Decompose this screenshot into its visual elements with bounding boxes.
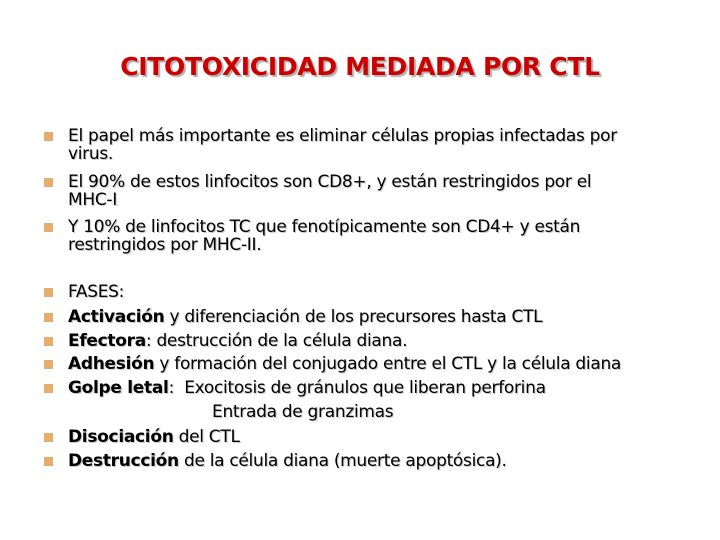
phase-description: Exocitosis de gránulos que liberan perforina [184, 378, 546, 398]
bullet-marker-icon [44, 457, 53, 466]
phase-description: destrucción de la célula diana. [156, 331, 408, 351]
bullet-marker-icon [44, 433, 53, 442]
bullet-marker-icon [44, 178, 53, 187]
phases-heading: FASES: [44, 283, 684, 301]
bullet-item [44, 218, 684, 254]
phase-term: Golpe letal [68, 378, 169, 398]
phase-separator: : [168, 378, 185, 398]
phase-separator: : [145, 331, 157, 351]
bullet-marker-icon [44, 337, 53, 346]
bullet-marker-icon [44, 223, 53, 232]
phase-item [44, 355, 684, 373]
phase-item [44, 308, 684, 326]
bullet-marker-icon [44, 313, 53, 322]
bullet-item [44, 127, 684, 163]
phase-item [44, 428, 684, 446]
bullet-text-line: virus. [68, 144, 114, 164]
bullet-marker-icon [44, 384, 53, 393]
phase-description: y diferenciación de los precursores hasta CTL [169, 307, 543, 327]
bullet-text-line: El papel más importante es eliminar células propias infectadas por [68, 126, 617, 146]
phase-term: Efectora [68, 331, 146, 351]
phase-item [44, 379, 684, 421]
phase-term: Adhesión [68, 354, 155, 374]
bullet-text-line: Y 10% de linfocitos TC que fenotípicamente son CD4+ y están [68, 217, 581, 237]
bullet-text-line: El 90% de estos linfocitos son CD8+, y están restringidos por el [68, 172, 592, 192]
phase-item [44, 332, 684, 350]
phase-term: Activación [68, 307, 165, 327]
bullet-text-line: MHC-I [68, 190, 117, 210]
slide-title: CITOTOXICIDAD MEDIADA POR CTL [120, 52, 600, 81]
phase-description: y formación del conjugado entre el CTL y la célula diana [159, 354, 622, 374]
phase-term: Destrucción [68, 451, 179, 471]
bullet-item [44, 173, 684, 209]
bullet-text-line: restringidos por MHC-II. [68, 235, 262, 255]
bullet-marker-icon [44, 288, 53, 297]
phase-item [44, 452, 684, 470]
phase-term: Disociación [68, 427, 174, 447]
phase-description: de la célula diana (muerte apoptósica). [183, 451, 507, 471]
bullet-marker-icon [44, 360, 53, 369]
bullet-marker-icon [44, 132, 53, 141]
phase-extra-line: Entrada de granzimas [212, 402, 394, 422]
phase-description: del CTL [178, 427, 240, 447]
